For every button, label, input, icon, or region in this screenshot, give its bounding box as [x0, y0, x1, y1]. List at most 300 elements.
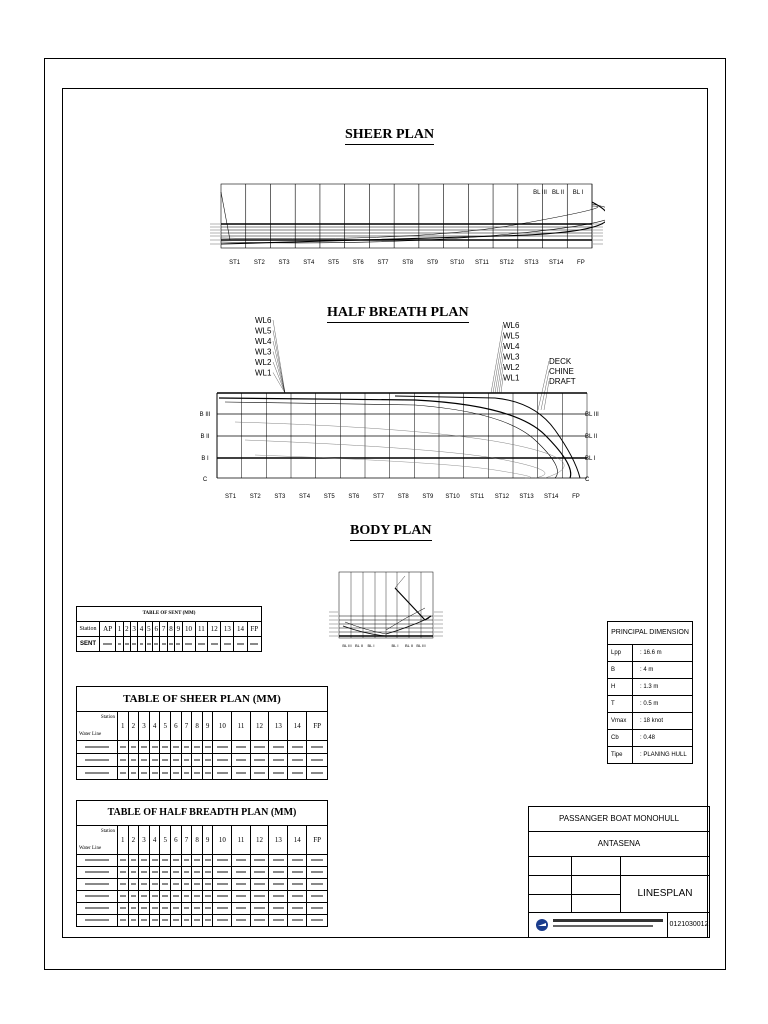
value-cell: [307, 754, 328, 767]
value-cell: [118, 767, 129, 780]
info-cell: [621, 857, 709, 876]
keel-profile: [221, 202, 605, 244]
station-label: ST4: [299, 494, 311, 500]
illegible-value: [85, 895, 109, 897]
illegible-value: [152, 883, 158, 885]
value-cell: [269, 903, 288, 915]
illegible-value: [273, 759, 284, 761]
table-row: [77, 867, 328, 879]
title-block: [528, 806, 710, 938]
bow-section: [425, 616, 431, 620]
illegible-value: [254, 746, 265, 748]
illegible-value: [205, 772, 211, 774]
illegible-value: [254, 895, 265, 897]
illegible-value: [292, 772, 303, 774]
value-cell: [118, 903, 129, 915]
line-type-label: CHINE: [549, 367, 574, 376]
row-label-cell: [77, 903, 118, 915]
institution-logo: [535, 917, 549, 933]
illegible-value: [194, 871, 200, 873]
illegible-value: [250, 643, 258, 645]
station-label: ST2: [249, 494, 261, 500]
table-row: [608, 679, 693, 696]
value-cell: [202, 915, 213, 927]
illegible-value: [125, 643, 129, 645]
illegible-value: [162, 907, 168, 909]
value-cell: [232, 754, 250, 767]
corner-station-label: Station: [100, 715, 115, 720]
illegible-value: [184, 746, 190, 748]
illegible-value: [292, 746, 303, 748]
sheer-table-grid: [76, 711, 328, 780]
value-cell: [232, 867, 250, 879]
dimension-value: : 0.48: [640, 735, 656, 741]
value-cell: [118, 879, 129, 891]
value-cell: [250, 855, 269, 867]
illegible-value: [311, 895, 323, 897]
buttock-right-label: BL III: [585, 412, 599, 418]
principal-dimension-grid: [607, 644, 693, 764]
value-cell: [128, 767, 139, 780]
sent-column-header: 9: [175, 622, 182, 637]
illegible-value: [205, 919, 211, 921]
column-header: 4: [149, 826, 160, 855]
table-row: [77, 855, 328, 867]
table-row: [77, 903, 328, 915]
sent-column-header: FP: [247, 622, 262, 637]
buttock-left-label: C: [202, 477, 208, 483]
station-label: ST3: [278, 260, 290, 266]
illegible-value: [217, 907, 228, 909]
title-block-drawing: LINESPLAN: [637, 888, 693, 899]
value-cell: [139, 903, 150, 915]
value-cell: [269, 879, 288, 891]
illegible-value: [118, 643, 122, 645]
illegible-value: [120, 907, 126, 909]
sent-column-header: AP: [100, 622, 116, 637]
column-header: 7: [181, 712, 192, 741]
dimension-value-cell: [633, 645, 693, 662]
column-header: 2: [128, 712, 139, 741]
illegible-value: [152, 895, 158, 897]
illegible-value: [184, 772, 190, 774]
table-row: [608, 696, 693, 713]
illegible-value: [173, 772, 179, 774]
value-cell: [171, 741, 182, 754]
illegible-value: [131, 883, 137, 885]
dimension-label: T: [608, 696, 633, 713]
value-cell: [160, 879, 171, 891]
station-label: ST14: [548, 260, 564, 266]
buttock-left-label: B II: [200, 434, 210, 440]
value-cell: [128, 867, 139, 879]
illegible-value: [254, 871, 265, 873]
value-cell: [192, 741, 203, 754]
value-cell: [250, 767, 269, 780]
illegible-value: [120, 746, 126, 748]
column-header: 12: [250, 712, 269, 741]
illegible-value: [131, 895, 137, 897]
leader-line: [493, 336, 503, 394]
illegible-value: [162, 759, 168, 761]
illegible-value: [147, 643, 151, 645]
column-header: 12: [250, 826, 269, 855]
value-cell: [139, 767, 150, 780]
illegible-value: [205, 871, 211, 873]
illegible-value: [85, 759, 109, 761]
dimension-value: : 1.3 m: [640, 684, 659, 690]
station-label: ST8: [402, 260, 414, 266]
station-label: FP: [572, 494, 580, 500]
illegible-value: [162, 895, 168, 897]
dimension-label: Lpp: [608, 645, 633, 662]
table-row: [77, 741, 328, 754]
value-cell: [269, 915, 288, 927]
table-row: [77, 767, 328, 780]
value-cell: [160, 741, 171, 754]
illegible-value: [194, 895, 200, 897]
illegible-value: [217, 859, 228, 861]
principal-dimension-title: PRINCIPAL DIMENSION: [607, 621, 693, 644]
illegible-value: [131, 871, 137, 873]
sent-column-header: 11: [195, 622, 208, 637]
value-cell: [232, 891, 250, 903]
value-cell: [160, 855, 171, 867]
value-cell: [250, 741, 269, 754]
sheer-plan-drawing: [200, 180, 605, 270]
illegible-value: [198, 643, 205, 645]
column-header: 8: [192, 712, 203, 741]
station-label: ST12: [494, 494, 510, 500]
illegible-value: [154, 643, 158, 645]
illegible-value: [120, 895, 126, 897]
waterline-curve: [235, 422, 564, 478]
illegible-value: [184, 883, 190, 885]
value-cell: [128, 855, 139, 867]
body-buttock-label: BL III: [416, 643, 426, 648]
station-label: ST13: [519, 494, 534, 500]
table-row: [77, 915, 328, 927]
value-cell: [232, 915, 250, 927]
dimension-value: : 18 knot: [640, 718, 664, 724]
illegible-value: [162, 772, 168, 774]
institution-text-line: [553, 925, 653, 927]
value-cell: [128, 903, 139, 915]
illegible-value: [173, 883, 179, 885]
station-label: ST9: [422, 494, 434, 500]
column-header: 13: [269, 712, 288, 741]
waterline-label-right: WL4: [503, 342, 520, 351]
illegible-value: [120, 883, 126, 885]
station-label: ST10: [445, 494, 460, 500]
value-cell: [307, 903, 328, 915]
illegible-value: [273, 883, 284, 885]
illegible-value: [273, 746, 284, 748]
illegible-value: [273, 859, 284, 861]
illegible-value: [141, 907, 147, 909]
illegible-value: [162, 746, 168, 748]
sent-value-cell: [100, 637, 116, 652]
illegible-value: [132, 643, 136, 645]
illegible-value: [273, 907, 284, 909]
column-header: 5: [160, 712, 171, 741]
value-cell: [202, 741, 213, 754]
illegible-value: [236, 871, 246, 873]
illegible-value: [120, 759, 126, 761]
value-cell: [139, 741, 150, 754]
illegible-value: [169, 643, 173, 645]
value-cell: [128, 891, 139, 903]
illegible-value: [173, 871, 179, 873]
illegible-value: [311, 907, 323, 909]
value-cell: [288, 903, 307, 915]
value-cell: [232, 903, 250, 915]
illegible-value: [194, 859, 200, 861]
value-cell: [202, 891, 213, 903]
column-header: 9: [202, 826, 213, 855]
column-header: 14: [288, 826, 307, 855]
illegible-value: [254, 859, 265, 861]
column-header: 7: [181, 826, 192, 855]
value-cell: [232, 879, 250, 891]
station-label: ST6: [352, 260, 364, 266]
illegible-value: [152, 772, 158, 774]
value-cell: [250, 879, 269, 891]
sent-value-cell: [138, 637, 145, 652]
illegible-value: [120, 919, 126, 921]
sent-value-cell: [145, 637, 152, 652]
dimension-value-cell: [633, 747, 693, 764]
illegible-value: [311, 772, 323, 774]
title-block-info: [529, 857, 709, 912]
value-cell: [118, 867, 129, 879]
row-label-cell: [77, 741, 118, 754]
waterline-label-left: WL6: [255, 316, 272, 325]
value-cell: [160, 767, 171, 780]
illegible-value: [205, 883, 211, 885]
value-cell: [181, 915, 192, 927]
value-cell: [118, 741, 129, 754]
dimension-value: : 16.6 m: [640, 650, 662, 656]
illegible-value: [131, 907, 137, 909]
corner-waterline-label: Water Line: [79, 846, 102, 851]
illegible-value: [184, 907, 190, 909]
illegible-value: [292, 883, 303, 885]
value-cell: [139, 867, 150, 879]
column-header: 4: [149, 712, 160, 741]
value-cell: [250, 754, 269, 767]
sent-table-title: TABLE OF SENT (MM): [76, 606, 262, 621]
illegible-value: [237, 643, 244, 645]
illegible-value: [162, 919, 168, 921]
sent-column-header: 6: [153, 622, 160, 637]
sheer-plan-title: SHEER PLAN: [345, 127, 434, 145]
station-label: ST9: [426, 260, 438, 266]
illegible-value: [194, 907, 200, 909]
value-cell: [160, 891, 171, 903]
table-row: [77, 879, 328, 891]
dimension-value-cell: [633, 696, 693, 713]
value-cell: [269, 867, 288, 879]
row-label-cell: [77, 891, 118, 903]
sent-table-grid: [76, 621, 262, 652]
deck-curve: [219, 398, 571, 478]
row-label-cell: [77, 879, 118, 891]
value-cell: [181, 891, 192, 903]
value-cell: [307, 867, 328, 879]
value-cell: [139, 754, 150, 767]
value-cell: [192, 879, 203, 891]
sent-value-cell: [160, 637, 167, 652]
illegible-value: [173, 895, 179, 897]
illegible-value: [184, 871, 190, 873]
value-cell: [269, 891, 288, 903]
table-corner: [77, 712, 118, 741]
illegible-value: [152, 746, 158, 748]
illegible-value: [194, 883, 200, 885]
illegible-value: [85, 772, 109, 774]
value-cell: [171, 754, 182, 767]
principal-dimension: [607, 621, 693, 764]
value-cell: [171, 891, 182, 903]
half-breadth-table-grid: [76, 825, 328, 927]
column-header: FP: [307, 826, 328, 855]
value-cell: [181, 754, 192, 767]
row-label-cell: [77, 855, 118, 867]
sent-value-cell: [195, 637, 208, 652]
title-block-col-2: [572, 857, 621, 912]
column-header: 3: [139, 712, 150, 741]
value-cell: [128, 741, 139, 754]
chine-curve: [225, 402, 558, 478]
illegible-value: [162, 871, 168, 873]
station-label: ST5: [323, 494, 335, 500]
station-label: ST8: [397, 494, 409, 500]
illegible-value: [311, 883, 323, 885]
illegible-value: [85, 859, 109, 861]
illegible-value: [162, 883, 168, 885]
sent-column-header: 3: [131, 622, 138, 637]
row-label-cell: [77, 867, 118, 879]
illegible-value: [141, 772, 147, 774]
value-cell: [149, 867, 160, 879]
value-cell: [192, 754, 203, 767]
illegible-value: [217, 919, 228, 921]
illegible-value: [217, 895, 228, 897]
title-block-footer: [529, 912, 709, 937]
illegible-value: [236, 919, 246, 921]
value-cell: [160, 915, 171, 927]
value-cell: [307, 855, 328, 867]
body-buttock-label: BL III: [342, 643, 352, 648]
value-cell: [149, 754, 160, 767]
illegible-value: [236, 772, 246, 774]
value-cell: [307, 879, 328, 891]
line-type-label: DRAFT: [549, 377, 576, 386]
illegible-value: [194, 772, 200, 774]
value-cell: [181, 741, 192, 754]
half-breadth-plan-title: HALF BREATH PLAN: [327, 305, 469, 323]
illegible-value: [140, 643, 144, 645]
station-label: ST3: [274, 494, 286, 500]
value-cell: [139, 891, 150, 903]
value-cell: [181, 879, 192, 891]
dimension-value-cell: [633, 679, 693, 696]
sent-value-cell: [153, 637, 160, 652]
value-cell: [181, 867, 192, 879]
illegible-value: [152, 859, 158, 861]
table-row: [77, 637, 262, 652]
value-cell: [269, 741, 288, 754]
waterline-curve: [245, 440, 545, 478]
illegible-value: [254, 772, 265, 774]
column-header: 5: [160, 826, 171, 855]
drawing-number: 0121030012: [667, 913, 710, 937]
sent-value-cell: [131, 637, 138, 652]
value-cell: [307, 741, 328, 754]
table-row: [608, 662, 693, 679]
illegible-value: [184, 919, 190, 921]
sheer-table-title: TABLE OF SHEER PLAN (MM): [76, 686, 328, 711]
value-cell: [181, 767, 192, 780]
table-row: [77, 826, 328, 855]
sent-column-header: 7: [160, 622, 167, 637]
column-header: 11: [232, 712, 250, 741]
illegible-value: [162, 859, 168, 861]
value-cell: [250, 867, 269, 879]
station-label: ST2: [253, 260, 265, 266]
table-row: [608, 645, 693, 662]
value-cell: [288, 754, 307, 767]
illegible-value: [292, 895, 303, 897]
buttock-right-label: BL II: [585, 434, 598, 440]
value-cell: [149, 891, 160, 903]
illegible-value: [236, 895, 246, 897]
illegible-value: [205, 859, 211, 861]
illegible-value: [141, 919, 147, 921]
illegible-value: [236, 746, 246, 748]
column-header: 1: [118, 712, 129, 741]
value-cell: [213, 855, 232, 867]
illegible-value: [141, 759, 147, 761]
value-cell: [307, 915, 328, 927]
illegible-value: [131, 859, 137, 861]
illegible-value: [173, 907, 179, 909]
illegible-value: [131, 772, 137, 774]
section-curve: [343, 626, 386, 636]
corner-waterline-label: Water Line: [79, 732, 102, 737]
value-cell: [149, 903, 160, 915]
sent-column-header: 12: [208, 622, 221, 637]
leader-line: [273, 352, 285, 394]
value-cell: [118, 915, 129, 927]
illegible-value: [152, 871, 158, 873]
illegible-value: [292, 907, 303, 909]
value-cell: [307, 891, 328, 903]
dimension-label: Tipe: [608, 747, 633, 764]
sent-column-header: 14: [234, 622, 247, 637]
body-plan-drawing: [325, 568, 445, 653]
value-cell: [118, 754, 129, 767]
illegible-value: [173, 759, 179, 761]
illegible-value: [236, 859, 246, 861]
illegible-value: [292, 871, 303, 873]
value-cell: [139, 855, 150, 867]
value-cell: [202, 879, 213, 891]
value-cell: [192, 767, 203, 780]
title-block-name: ANTASENA: [529, 832, 709, 857]
station-label: ST1: [225, 494, 237, 500]
